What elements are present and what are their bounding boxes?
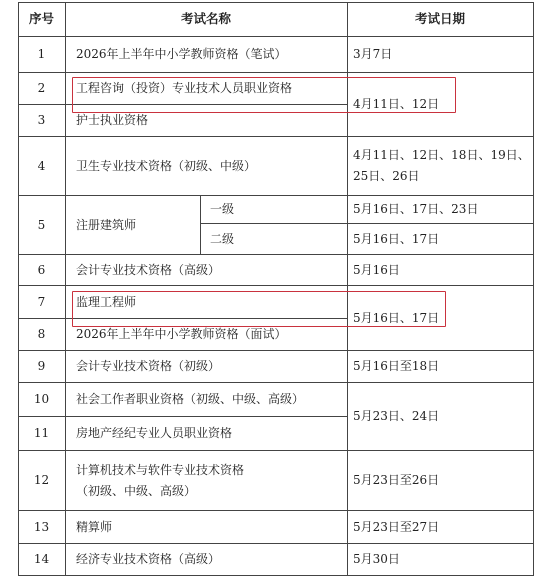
row-seq: 2 (37, 81, 46, 95)
row-exam-name: 会计专业技术资格（初级） (76, 359, 221, 373)
row-exam-date: 5月16日至18日 (353, 359, 440, 373)
level-name: 二级 (210, 231, 235, 246)
column-divider (200, 195, 201, 255)
row-exam-date: 5月23日至26日 (353, 473, 440, 487)
row-exam-name: 社会工作者职业资格（初级、中级、高级） (76, 392, 305, 406)
row-exam-name: 2026年上半年中小学教师资格（笔试） (76, 47, 287, 61)
row-exam-date: 5月16日 (353, 262, 400, 277)
row-seq: 3 (37, 113, 46, 127)
row-exam-name: 2026年上半年中小学教师资格（面试） (76, 327, 287, 341)
row-seq: 6 (37, 262, 46, 277)
row-exam-name: 监理工程师 (76, 294, 137, 309)
row-seq: 5 (37, 217, 46, 232)
row-seq: 4 (37, 158, 46, 173)
row-exam-date: 3月7日 (353, 47, 393, 61)
row-exam-date: 5月23日至27日 (353, 519, 440, 534)
row-exam-date (353, 136, 530, 195)
table-border-bottom (18, 575, 534, 576)
row-seq: 13 (33, 519, 50, 534)
row-exam-name: 护士执业资格 (76, 113, 149, 127)
highlight-box (72, 77, 456, 113)
row-exam-name: 卫生专业技术资格（初级、中级） (76, 158, 257, 173)
row-exam-date: 5月30日 (353, 552, 400, 566)
name-line: （初级、中级、高级） (76, 483, 197, 498)
header-exam-date: 考试日期 (414, 10, 465, 26)
merged-exam-date: 5月16日、17日 (353, 310, 440, 325)
highlight-box (72, 291, 446, 327)
row-seq: 8 (37, 327, 46, 341)
table-border-right (533, 2, 534, 576)
header-seq: 序号 (28, 10, 54, 26)
column-divider (65, 2, 66, 576)
row-exam-name: 注册建筑师 (76, 217, 137, 232)
row-exam-name: 精算师 (76, 519, 113, 534)
level-name: 一级 (210, 202, 235, 216)
row-exam-name: 房地产经纪专业人员职业资格 (76, 426, 233, 440)
row-exam-name: 经济专业技术资格（高级） (76, 552, 221, 566)
date-line: 4月11日、12日、18日、19日、 (353, 148, 530, 162)
row-seq: 11 (33, 426, 50, 440)
row-seq: 7 (37, 294, 46, 309)
row-seq: 14 (33, 552, 50, 566)
merged-exam-date: 4月11日、12日 (353, 97, 440, 111)
merged-exam-date: 5月23日、24日 (353, 409, 440, 423)
row-seq: 1 (37, 47, 46, 61)
header-exam-name: 考试名称 (180, 10, 231, 26)
level-exam-date: 5月16日、17日、23日 (353, 202, 479, 216)
level-exam-date: 5月16日、17日 (353, 231, 440, 246)
row-seq: 12 (33, 473, 50, 487)
date-line: 25日、26日 (353, 169, 420, 183)
row-exam-name: 工程咨询（投资）专业技术人员职业资格 (76, 81, 293, 95)
row-exam-name (76, 450, 244, 510)
row-seq: 9 (37, 359, 46, 373)
name-line: 计算机技术与软件专业技术资格 (76, 462, 245, 477)
row-seq: 10 (33, 392, 50, 406)
row-exam-name: 会计专业技术资格（高级） (76, 262, 221, 277)
